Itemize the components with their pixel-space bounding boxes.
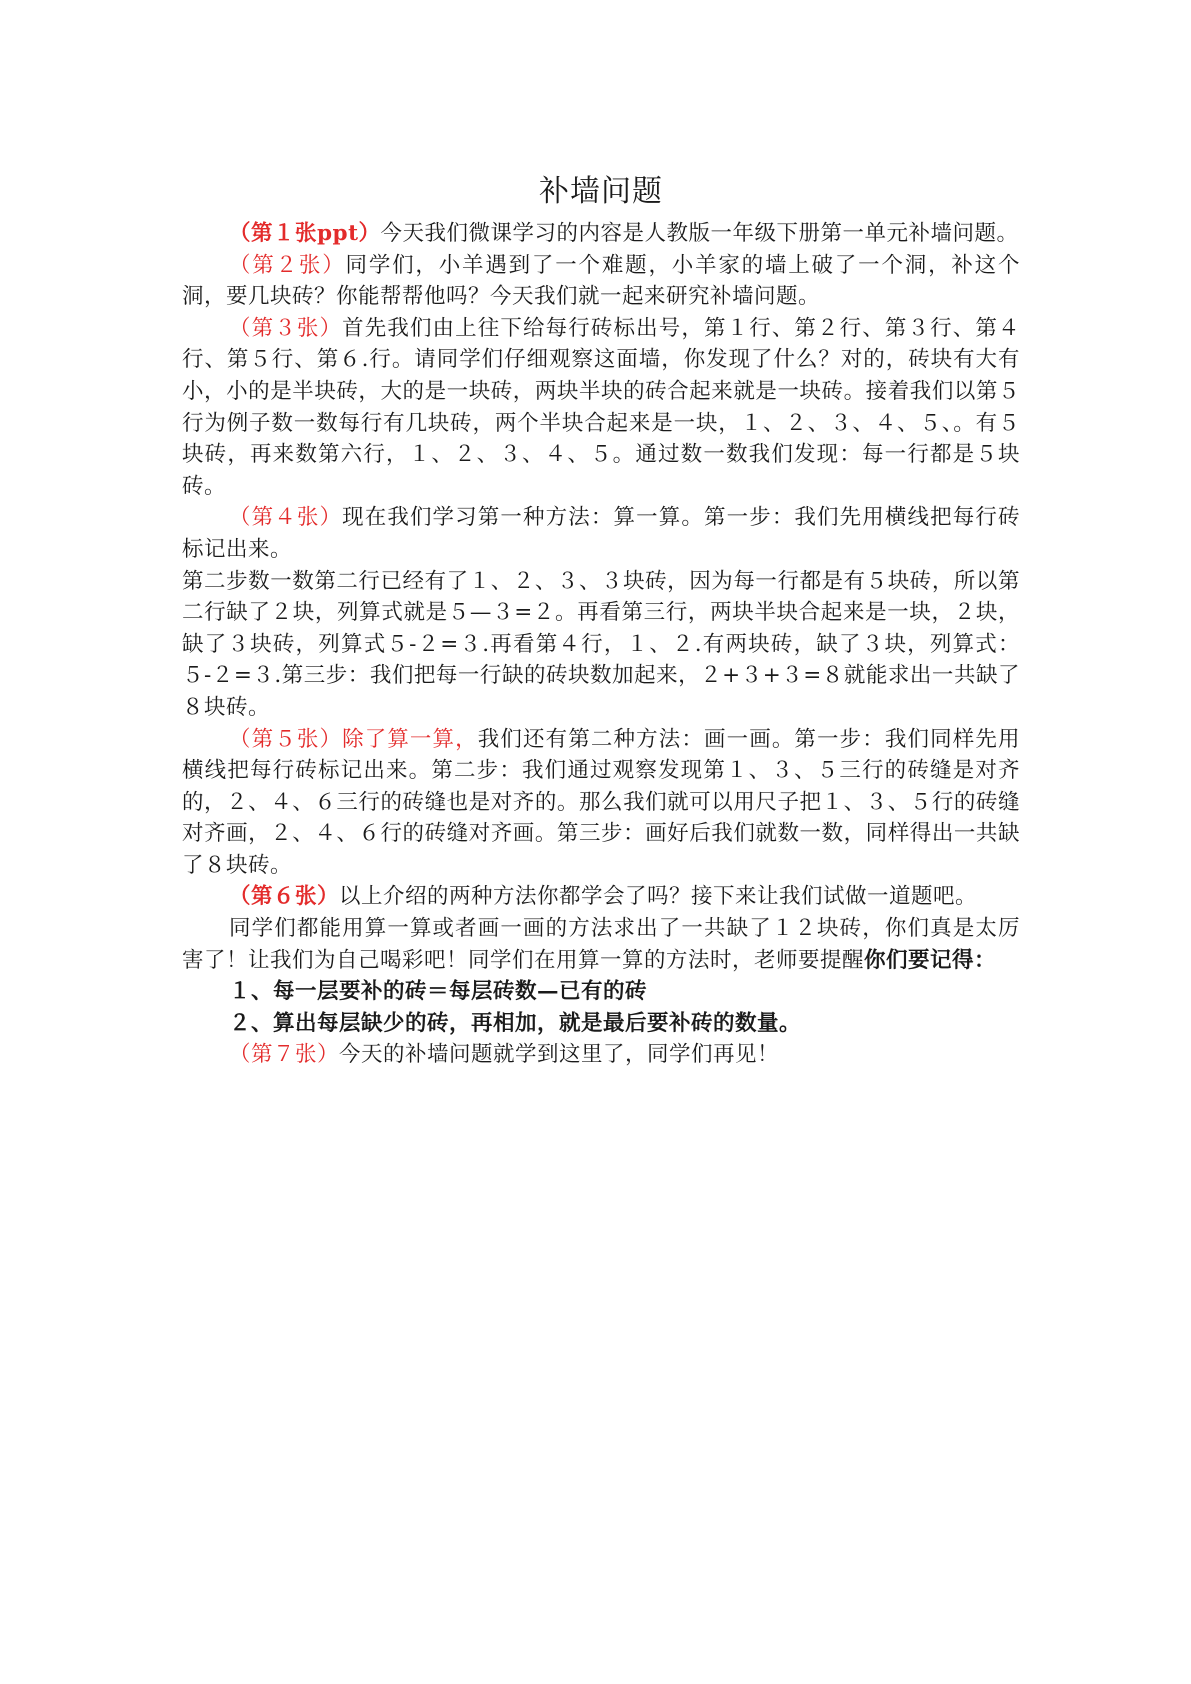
- paragraph-text: 现在我们学习第一种方法：算一算。第一步：我们先用横线把每行砖标记出来。: [182, 505, 1020, 562]
- paragraph-summary: [182, 913, 1020, 976]
- paragraph-slide-7: [182, 1039, 1020, 1071]
- paragraph-slide-6: [182, 881, 1020, 913]
- slide-marker: （第２张）: [229, 252, 346, 278]
- paragraph-text: 今天我们微课学习的内容是人教版一年级下册第一单元补墙问题。: [380, 221, 1019, 246]
- document-title: 补墙问题: [539, 174, 663, 209]
- paragraph-text: 我们还有第二种方法：画一画。第一步：我们同样先用横线把每行砖标记出来。第二步：我们通过观察发现第１、３、５三行的砖缝是对齐的，２、４、６三行的砖缝也是对齐的。那么我们就可以用尺子把１、３、５行的砖缝对齐画，２、４、６行的砖缝对齐画。第三步：画好后我们就数一数，同样得出一共缺了８块砖。: [182, 726, 1020, 878]
- rule-two: ２、算出每层缺少的砖，再相加，就是最后要补砖的数量。: [229, 1010, 802, 1036]
- paragraph-slide-2: [182, 250, 1020, 313]
- slide-marker: （第１张ppt）: [229, 221, 381, 246]
- paragraph-text: 以上介绍的两种方法你都学会了吗？接下来让我们试做一道题吧。: [339, 884, 978, 910]
- document-page: [182, 168, 1020, 1071]
- slide-marker: （第３张）: [229, 315, 343, 341]
- paragraph-text: 今天的补墙问题就学到这里了，同学们再见！: [339, 1042, 780, 1068]
- slide-marker: （第７张）: [229, 1042, 340, 1068]
- paragraph-slide-4: [182, 502, 1020, 565]
- paragraph-text: 第二步数一数第二行已经有了１、２、３、３块砖，因为每一行都是有５块砖，所以第二行缺了２块，列算式就是５—３=２。再看第三行，两块半块合起来是一块，２块，缺了３块砖，列算式５-２=３.再看第４行，１、２.有两块砖，缺了３块，列算式：５-２=３.第三步：我们把每一行缺的砖块数加起来，２+３+３=８就能求出一共缺了８块砖。: [182, 568, 1020, 720]
- paragraph-text: 同学们都能用算一算或者画一画的方法求出了一共缺了１２块砖，你们真是太厉害了！让我们为自己喝彩吧！同学们在用算一算的方法时，老师要提醒: [182, 916, 1020, 973]
- slide-marker: （第６张）: [229, 884, 340, 910]
- paragraph-bold-tail: 你们要记得：: [864, 947, 997, 973]
- rule-one: １、每一层要补的砖＝每层砖数—已有的砖: [229, 979, 648, 1005]
- paragraph-method-one-steps: [182, 566, 1020, 724]
- paragraph-slide-5: [182, 724, 1020, 882]
- paragraph-slide-1: [182, 218, 1020, 250]
- paragraph-text: 首先我们由上往下给每行砖标出号，第１行、第２行、第３行、第４行、第５行、第６.行。请同学们仔细观察这面墙，你发现了什么？对的，砖块有大有小，小的是半块砖，大的是一块砖，两块半块的砖合起来就是一块砖。接着我们以第５行为例子数一数每行有几块砖，两个半块合起来是一块，１、２、３、４、５、。有５块砖，再来数第六行，１、２、３、４、５。通过数一数我们发现：每一行都是５块砖。: [182, 315, 1020, 499]
- paragraph-text: 同学们，小羊遇到了一个难题，小羊家的墙上破了一个洞，补这个洞，要几块砖？你能帮帮他吗？今天我们就一起来研究补墙问题。: [182, 252, 1020, 310]
- slide-marker: （第５张）除了算一算，: [229, 726, 478, 752]
- paragraph-slide-3: [182, 313, 1020, 503]
- slide-marker: （第４张）: [229, 505, 343, 531]
